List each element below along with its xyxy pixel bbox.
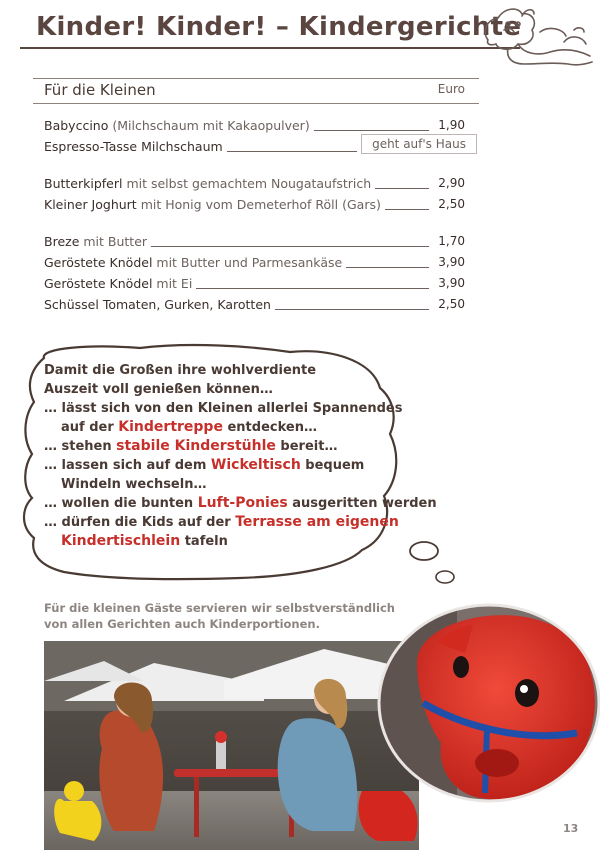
note-line: von allen Gerichten auch Kinderportionen. <box>44 617 320 631</box>
bubble-line <box>44 456 437 475</box>
item-name: Breze <box>44 234 80 249</box>
item-price: 1,70 <box>438 234 465 248</box>
free-item-badge: geht auf's Haus <box>361 134 477 154</box>
item-description: mit Ei <box>152 276 193 291</box>
bubble-text: … wollen die bunten <box>44 496 198 511</box>
bubble-line: … lässt sich von den Kleinen allerlei Spannendes <box>44 401 403 416</box>
item-name: Butterkipferl <box>44 176 123 191</box>
highlight-luft-ponies: Luft-Ponies <box>197 495 288 511</box>
currency-label: Euro <box>437 82 465 96</box>
kids-amenities-text <box>44 361 437 551</box>
item-description: mit Butter <box>79 234 148 249</box>
menu-item <box>44 197 467 215</box>
bubble-text: bereit… <box>275 439 338 454</box>
highlight-kindertreppe: Kindertreppe <box>118 419 223 435</box>
highlight-terrasse: Terrasse am eigenen <box>235 514 399 530</box>
bubble-text: … stehen <box>44 439 117 454</box>
menu-item <box>44 276 467 294</box>
children-terrace-photo <box>44 641 419 850</box>
menu-item <box>44 176 467 194</box>
item-description: mit Butter und Parmesankäse <box>152 255 343 270</box>
red-pony-photo <box>377 603 600 803</box>
bubble-line <box>44 437 437 456</box>
bubble-line <box>44 418 437 437</box>
bubble-intro: Auszeit voll genießen können… <box>44 382 273 397</box>
bubble-text: bequem <box>300 458 365 473</box>
bubble-text: auf der <box>61 420 119 435</box>
bubble-text: tafeln <box>180 534 228 549</box>
bubble-intro: Damit die Großen ihre wohlverdiente <box>44 363 317 378</box>
bubble-text: … lassen sich auf dem <box>44 458 211 473</box>
title-divider <box>20 47 520 49</box>
bubble-text: entdecken… <box>222 420 317 435</box>
item-price: 3,90 <box>438 255 465 269</box>
menu-section-header <box>33 78 479 104</box>
bubble-line <box>44 513 437 532</box>
menu-item <box>44 139 467 157</box>
highlight-wickeltisch: Wickeltisch <box>210 457 301 473</box>
menu-item <box>44 255 467 273</box>
page-number: 13 <box>563 822 579 835</box>
cartoon-mascot-icon <box>478 2 596 74</box>
item-description: mit selbst gemachtem Nougataufstrich <box>122 176 372 191</box>
highlight-kindertischlein: Kindertischlein <box>61 533 181 549</box>
item-name: Geröstete Knödel <box>44 276 153 291</box>
item-name: Espresso-Tasse Milchschaum <box>44 139 223 154</box>
page-title: Kinder! Kinder! – Kindergerichte <box>36 12 522 42</box>
item-price: 3,90 <box>438 276 465 290</box>
item-price: 2,50 <box>438 297 465 311</box>
bubble-text: ausgeritten werden <box>287 496 437 511</box>
item-price: 2,90 <box>438 176 465 190</box>
highlight-kinderstuehle: stabile Kinderstühle <box>116 438 276 454</box>
item-price: 1,90 <box>438 118 465 132</box>
item-name: Geröstete Knödel <box>44 255 153 270</box>
note-line: Für die kleinen Gäste servieren wir selbstverständlich <box>44 601 395 615</box>
menu-item <box>44 234 467 252</box>
item-name: Kleiner Joghurt <box>44 197 137 212</box>
kids-portion-note <box>44 600 395 632</box>
menu-item <box>44 297 467 315</box>
section-title: Für die Kleinen <box>44 81 156 99</box>
item-name: Babyccino <box>44 118 109 133</box>
bubble-line <box>44 494 437 513</box>
bubble-text: … dürfen die Kids auf der <box>44 515 236 530</box>
bubble-line: Windeln wechseln… <box>61 477 207 492</box>
item-name: Schüssel Tomaten, Gurken, Karotten <box>44 297 271 312</box>
item-price: 2,50 <box>438 197 465 211</box>
item-description: (Milchschaum mit Kakaopulver) <box>108 118 310 133</box>
bubble-line <box>44 532 437 551</box>
item-description: mit Honig vom Demeterhof Röll (Gars) <box>136 197 381 212</box>
